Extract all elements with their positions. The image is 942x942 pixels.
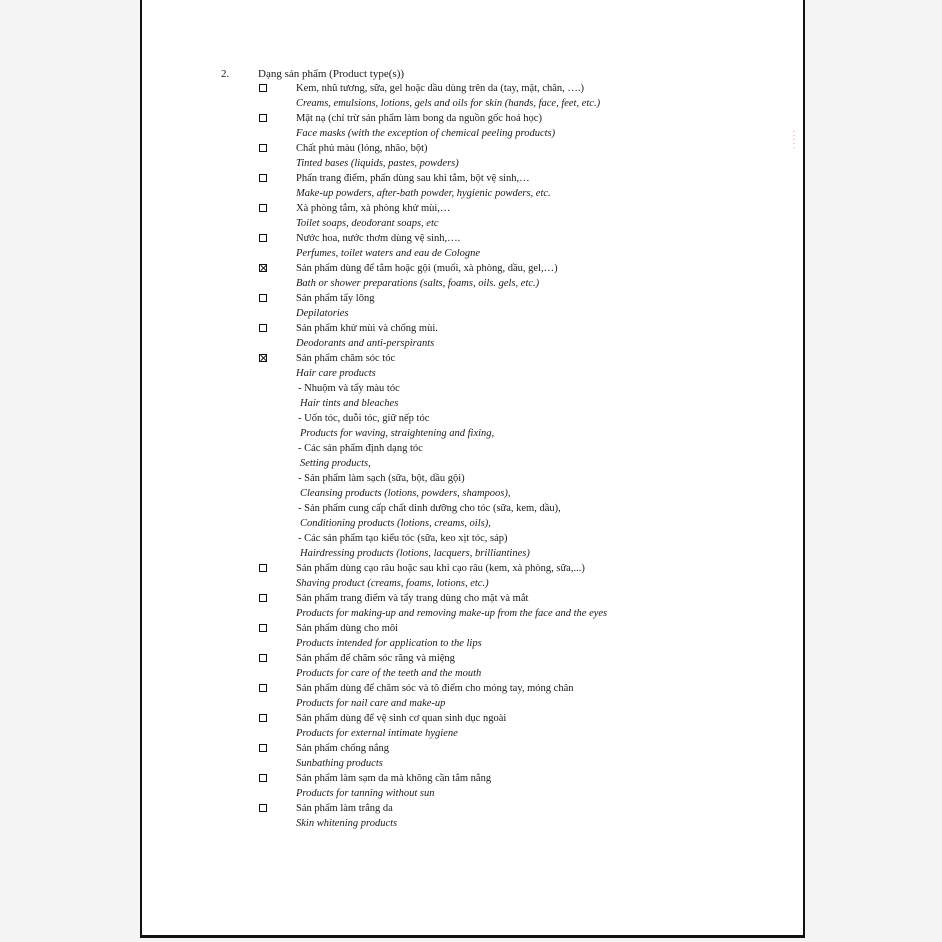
item-label-vi: Sản phẩm chăm sóc tóc xyxy=(296,353,396,364)
item-label-vi: Sản phẩm làm sạm da mà không cần tắm nắng xyxy=(296,773,492,784)
item-label-en: Make-up powders, after-bath powder, hygienic powders, etc. xyxy=(296,188,551,199)
sub-item-label-en: Hair tints and bleaches xyxy=(300,398,399,409)
item-label-en: Products for external intimate hygiene xyxy=(296,728,458,739)
checkbox[interactable] xyxy=(259,714,267,722)
checklist-item xyxy=(0,231,942,261)
checkbox[interactable] xyxy=(259,204,267,212)
item-label-vi: Sản phẩm tẩy lông xyxy=(296,293,375,304)
item-label-en: Depilatories xyxy=(296,308,349,319)
checkbox[interactable] xyxy=(259,324,267,332)
item-label-en: Tinted bases (liquids, pastes, powders) xyxy=(296,158,459,169)
checkbox[interactable] xyxy=(259,774,267,782)
sub-item-label-vi: - Các sản phẩm tạo kiểu tóc (sữa, keo xịt tóc, sáp) xyxy=(298,533,508,544)
checklist-item xyxy=(0,321,942,351)
checked-checkbox[interactable] xyxy=(259,354,267,362)
item-label-vi: Sản phẩm làm trắng da xyxy=(296,803,393,814)
item-label-vi: Sản phẩm để chăm sóc răng và miệng xyxy=(296,653,455,664)
checklist-item xyxy=(0,711,942,741)
product-type-list xyxy=(0,81,942,831)
item-label-en: Products intended for application to the lips xyxy=(296,638,482,649)
item-label-vi: Sản phẩm khử mùi và chống mùi. xyxy=(296,323,438,334)
item-label-vi: Sản phẩm dùng để vệ sinh cơ quan sinh dục ngoài xyxy=(296,713,507,724)
checklist-item xyxy=(0,801,942,831)
item-label-en: Deodorants and anti-perspirants xyxy=(296,338,435,349)
item-label-en: Shaving product (creams, foams, lotions, etc.) xyxy=(296,578,489,589)
checkbox[interactable] xyxy=(259,294,267,302)
item-label-en: Face masks (with the exception of chemical peeling products) xyxy=(296,128,556,139)
item-label-en: Sunbathing products xyxy=(296,758,383,769)
item-label-vi: Sản phẩm dùng cạo râu hoặc sau khi cạo râu (kem, xà phòng, sữa,...) xyxy=(296,563,585,574)
item-label-en: Toilet soaps, deodorant soaps, etc xyxy=(296,218,439,229)
item-label-vi: Sản phẩm trang điểm và tẩy trang dùng cho mặt và mắt xyxy=(296,593,529,604)
checklist-item xyxy=(0,621,942,651)
sub-item-label-en: Products for waving, straightening and fixing, xyxy=(300,428,495,439)
sub-item-label-en: Setting products, xyxy=(300,458,371,469)
sub-item-label-vi: - Uốn tóc, duỗi tóc, giữ nếp tóc xyxy=(298,413,430,424)
checklist-item xyxy=(0,591,942,621)
item-label-en: Products for making-up and removing make-up from the face and the eyes xyxy=(296,608,608,619)
section-title: Dạng sản phẩm (Product type(s)) xyxy=(258,68,405,80)
sub-item-label-vi: - Sản phẩm cung cấp chất dinh dưỡng cho tóc (sữa, kem, dầu), xyxy=(298,503,561,514)
checkbox[interactable] xyxy=(259,654,267,662)
item-label-en: Products for care of the teeth and the mouth xyxy=(296,668,482,679)
sub-item-label-vi: - Các sản phẩm định dạng tóc xyxy=(298,443,423,454)
checklist-item xyxy=(0,351,942,561)
item-label-vi: Sản phẩm chống nắng xyxy=(296,743,390,754)
checkbox[interactable] xyxy=(259,174,267,182)
item-label-en: Perfumes, toilet waters and eau de Cologne xyxy=(296,248,481,259)
checkbox[interactable] xyxy=(259,564,267,572)
item-label-vi: Nước hoa, nước thơm dùng vệ sinh,…. xyxy=(296,233,461,244)
checklist-item xyxy=(0,111,942,141)
item-label-vi: Chất phủ màu (lỏng, nhão, bột) xyxy=(296,143,428,154)
checked-checkbox[interactable] xyxy=(259,264,267,272)
item-label-vi: Mặt nạ (chỉ trừ sản phẩm làm bong da nguồn gốc hoá học) xyxy=(296,113,542,124)
sub-item-label-en: Cleansing products (lotions, powders, shampoos), xyxy=(300,488,511,499)
sub-item-label-en: Hairdressing products (lotions, lacquers, brilliantines) xyxy=(300,548,530,559)
checkbox[interactable] xyxy=(259,804,267,812)
checkbox[interactable] xyxy=(259,684,267,692)
checklist-item xyxy=(0,261,942,291)
checklist-item xyxy=(0,741,942,771)
sub-item-label-vi: - Sản phẩm làm sạch (sữa, bột, dầu gội) xyxy=(298,473,465,484)
item-label-en: Skin whitening products xyxy=(296,818,398,829)
item-label-en: Products for nail care and make-up xyxy=(296,698,446,709)
checklist-item xyxy=(0,291,942,321)
sub-item-label-vi: - Nhuộm và tẩy màu tóc xyxy=(298,383,400,394)
item-label-en: Creams, emulsions, lotions, gels and oils for skin (hands, face, feet, etc.) xyxy=(296,98,601,109)
checkbox[interactable] xyxy=(259,114,267,122)
checklist-item xyxy=(0,681,942,711)
checklist-item xyxy=(0,651,942,681)
item-label-en: Bath or shower preparations (salts, foams, oils. gels, etc.) xyxy=(296,278,540,289)
checkbox[interactable] xyxy=(259,624,267,632)
margin-handwriting: ⸱ ⸱ ⸱ ⸱ ⸱ xyxy=(789,130,798,149)
checkbox[interactable] xyxy=(259,84,267,92)
item-label-vi: Sản phẩm dùng để tắm hoặc gội (muối, xà phòng, dầu, gel,…) xyxy=(296,263,558,274)
item-label-vi: Sản phẩm dùng để chăm sóc và tô điểm cho móng tay, móng chân xyxy=(296,683,574,694)
sub-item-label-en: Conditioning products (lotions, creams, oils), xyxy=(300,518,491,529)
checklist-item xyxy=(0,141,942,171)
checklist-item xyxy=(0,771,942,801)
section-number: 2. xyxy=(221,68,230,80)
item-label-en: Hair care products xyxy=(296,368,376,379)
checklist-item xyxy=(0,81,942,111)
checklist-item xyxy=(0,171,942,201)
checklist-item xyxy=(0,201,942,231)
item-label-en: Products for tanning without sun xyxy=(296,788,435,799)
checkbox[interactable] xyxy=(259,594,267,602)
checkbox[interactable] xyxy=(259,744,267,752)
item-label-vi: Xà phòng tắm, xà phòng khử mùi,… xyxy=(296,203,451,214)
item-label-vi: Kem, nhũ tương, sữa, gel hoặc dầu dùng trên da (tay, mặt, chân, ….) xyxy=(296,83,585,94)
checkbox[interactable] xyxy=(259,234,267,242)
item-label-vi: Phấn trang điểm, phấn dùng sau khi tắm, bột vệ sinh,… xyxy=(296,173,530,184)
checkbox[interactable] xyxy=(259,144,267,152)
item-label-vi: Sản phẩm dùng cho môi xyxy=(296,623,399,634)
checklist-item xyxy=(0,561,942,591)
